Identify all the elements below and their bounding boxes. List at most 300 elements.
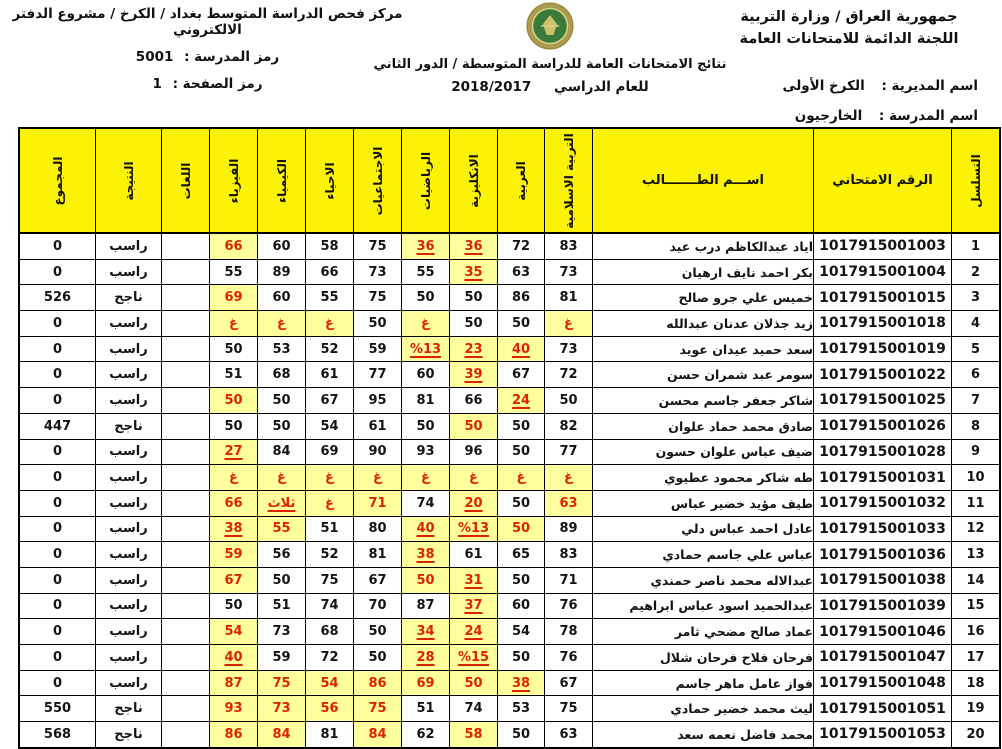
- grade-cell-english: 50: [450, 311, 498, 337]
- grade-cell-languages: [162, 490, 210, 516]
- student-name-cell: عادل احمد عباس دلي: [593, 516, 814, 542]
- total-cell: 0: [19, 362, 96, 388]
- grade-cell-islamic-education: 89: [545, 516, 593, 542]
- page-code-label: رمز الصفحة :: [172, 76, 263, 92]
- total-cell: 0: [19, 439, 96, 465]
- grade-cell-biology: 61: [306, 362, 354, 388]
- grade-cell-math: 60: [402, 362, 450, 388]
- grade-cell-islamic-education: 76: [545, 593, 593, 619]
- serial-cell: 16: [952, 619, 1001, 645]
- grade-cell-languages: [162, 233, 210, 259]
- grade-cell-math: 38: [402, 542, 450, 568]
- result-cell: راسب: [96, 362, 162, 388]
- exam-number-cell: 1017915001003: [814, 233, 952, 259]
- student-name-cell: زيد جذلان عدنان عبدالله: [593, 311, 814, 337]
- exam-number-cell: 1017915001047: [814, 645, 952, 671]
- grade-cell-english: 39: [450, 362, 498, 388]
- grade-cell-biology: غ: [306, 311, 354, 337]
- serial-cell: 9: [952, 439, 1001, 465]
- page-code-value: 1: [152, 76, 162, 92]
- grade-cell-physics: 40: [210, 645, 258, 671]
- exam-number-cell: 1017915001004: [814, 259, 952, 285]
- table-row: [19, 233, 1000, 259]
- grade-cell-english: 24: [450, 619, 498, 645]
- grade-cell-arabic: 67: [498, 362, 545, 388]
- col-header-label: اللغات: [178, 162, 193, 199]
- result-cell: راسب: [96, 619, 162, 645]
- exam-number-cell: 1017915001026: [814, 413, 952, 439]
- col-header-arabic: [498, 128, 545, 233]
- grade-cell-chemistry: غ: [258, 465, 306, 491]
- serial-cell: 15: [952, 593, 1001, 619]
- table-row: [19, 259, 1000, 285]
- grade-cell-arabic: 60: [498, 593, 545, 619]
- grade-cell-biology: 75: [306, 567, 354, 593]
- student-name-cell: محمد فاضل نعمه سعد: [593, 722, 814, 748]
- grade-cell-languages: [162, 619, 210, 645]
- directorate-value: الكرخ الأولى: [782, 78, 865, 94]
- grade-cell-social-studies: 71: [354, 490, 402, 516]
- grade-cell-social-studies: 59: [354, 336, 402, 362]
- serial-cell: 11: [952, 490, 1001, 516]
- result-cell: راسب: [96, 311, 162, 337]
- grade-cell-physics: 66: [210, 490, 258, 516]
- grade-cell-math: 93: [402, 439, 450, 465]
- grade-cell-math: 51: [402, 696, 450, 722]
- grade-cell-math: %13: [402, 336, 450, 362]
- total-cell: 0: [19, 311, 96, 337]
- serial-cell: 10: [952, 465, 1001, 491]
- total-cell: 0: [19, 670, 96, 696]
- table-row: [19, 311, 1000, 337]
- col-header-math: [402, 128, 450, 233]
- grade-cell-math: 87: [402, 593, 450, 619]
- col-header-label: الاحياء: [322, 161, 337, 200]
- grade-cell-math: 55: [402, 259, 450, 285]
- grade-cell-social-studies: 75: [354, 233, 402, 259]
- total-cell: 0: [19, 490, 96, 516]
- grade-cell-social-studies: 75: [354, 696, 402, 722]
- grade-cell-social-studies: 86: [354, 670, 402, 696]
- col-header-label: الكيمياء: [274, 158, 289, 203]
- grade-cell-english: 35: [450, 259, 498, 285]
- exam-center-line: مركز فحص الدراسة المتوسط بغداد / الكرخ / مشروع الدفتر الالكتروني: [12, 6, 403, 38]
- table-row: [19, 542, 1000, 568]
- grade-cell-languages: [162, 336, 210, 362]
- grade-cell-biology: 54: [306, 413, 354, 439]
- exam-number-cell: 1017915001019: [814, 336, 952, 362]
- result-cell: راسب: [96, 465, 162, 491]
- total-cell: 550: [19, 696, 96, 722]
- grade-cell-chemistry: 50: [258, 413, 306, 439]
- exam-number-cell: 1017915001048: [814, 670, 952, 696]
- grade-cell-physics: 55: [210, 259, 258, 285]
- grade-cell-biology: 69: [306, 439, 354, 465]
- grade-cell-social-studies: 90: [354, 439, 402, 465]
- directorate-name-line: [783, 78, 978, 94]
- grade-cell-physics: 50: [210, 336, 258, 362]
- total-cell: 447: [19, 413, 96, 439]
- col-header-label: اســـم الطـــــــالب: [642, 173, 764, 188]
- table-row: [19, 593, 1000, 619]
- table-row: [19, 413, 1000, 439]
- col-header-physics: [210, 128, 258, 233]
- exam-number-cell: 1017915001038: [814, 567, 952, 593]
- grade-cell-islamic-education: 71: [545, 567, 593, 593]
- grade-cell-math: 50: [402, 567, 450, 593]
- official-header-left: [10, 6, 405, 92]
- total-cell: 0: [19, 233, 96, 259]
- page-code-line: [10, 76, 405, 92]
- grade-cell-chemistry: 53: [258, 336, 306, 362]
- grade-cell-arabic: 72: [498, 233, 545, 259]
- grade-cell-physics: 54: [210, 619, 258, 645]
- grade-cell-languages: [162, 413, 210, 439]
- grade-cell-arabic: 50: [498, 439, 545, 465]
- grade-cell-math: 81: [402, 388, 450, 414]
- grade-cell-physics: 38: [210, 516, 258, 542]
- student-name-cell: طيف مؤيد خضير عباس: [593, 490, 814, 516]
- exam-number-cell: 1017915001028: [814, 439, 952, 465]
- grade-cell-english: 61: [450, 542, 498, 568]
- student-name-cell: سعد حميد عيدان عويد: [593, 336, 814, 362]
- grade-cell-english: 36: [450, 233, 498, 259]
- exam-number-cell: 1017915001053: [814, 722, 952, 748]
- grade-cell-islamic-education: 73: [545, 336, 593, 362]
- grade-cell-biology: غ: [306, 465, 354, 491]
- exam-number-cell: 1017915001032: [814, 490, 952, 516]
- result-cell: راسب: [96, 336, 162, 362]
- student-name-cell: سومر عبد شمران حسن: [593, 362, 814, 388]
- col-header-exam-number: [814, 128, 952, 233]
- grade-cell-islamic-education: 73: [545, 259, 593, 285]
- grade-cell-physics: 50: [210, 388, 258, 414]
- exam-number-cell: 1017915001036: [814, 542, 952, 568]
- grade-cell-biology: 54: [306, 670, 354, 696]
- serial-cell: 19: [952, 696, 1001, 722]
- col-header-serial: [952, 128, 1001, 233]
- grade-cell-english: 20: [450, 490, 498, 516]
- grade-cell-english: 23: [450, 336, 498, 362]
- grade-cell-arabic: 50: [498, 722, 545, 748]
- student-name-cell: ضيف عباس علوان حسون: [593, 439, 814, 465]
- grade-cell-islamic-education: 75: [545, 696, 593, 722]
- result-cell: راسب: [96, 645, 162, 671]
- grade-cell-chemistry: 50: [258, 567, 306, 593]
- grade-cell-chemistry: 89: [258, 259, 306, 285]
- col-header-label: الانكليزية: [466, 153, 481, 208]
- grade-cell-languages: [162, 439, 210, 465]
- serial-cell: 17: [952, 645, 1001, 671]
- serial-cell: 12: [952, 516, 1001, 542]
- student-name-cell: شاكر جعفر جاسم محسن: [593, 388, 814, 414]
- table-row: [19, 567, 1000, 593]
- grade-cell-physics: 27: [210, 439, 258, 465]
- col-header-result: [96, 128, 162, 233]
- grade-cell-languages: [162, 645, 210, 671]
- grade-cell-physics: 59: [210, 542, 258, 568]
- grade-cell-languages: [162, 670, 210, 696]
- result-cell: ناجح: [96, 722, 162, 748]
- grade-cell-english: 50: [450, 413, 498, 439]
- student-name-cell: عبدالحميد اسود عباس ابراهيم: [593, 593, 814, 619]
- grade-cell-english: %15: [450, 645, 498, 671]
- grade-cell-english: 66: [450, 388, 498, 414]
- student-name-cell: فواز عامل ماهر جاسم: [593, 670, 814, 696]
- col-header-label: الرقم الامتحاني: [832, 173, 933, 188]
- result-cell: راسب: [96, 439, 162, 465]
- grade-cell-languages: [162, 696, 210, 722]
- total-cell: 0: [19, 516, 96, 542]
- total-cell: 0: [19, 542, 96, 568]
- serial-cell: 13: [952, 542, 1001, 568]
- col-header-biology: [306, 128, 354, 233]
- grade-cell-arabic: 54: [498, 619, 545, 645]
- col-header-label: التسلسل: [968, 153, 983, 208]
- serial-cell: 8: [952, 413, 1001, 439]
- grade-cell-languages: [162, 593, 210, 619]
- table-row: [19, 670, 1000, 696]
- total-cell: 0: [19, 259, 96, 285]
- grade-cell-social-studies: 61: [354, 413, 402, 439]
- grade-cell-chemistry: 51: [258, 593, 306, 619]
- total-cell: 0: [19, 567, 96, 593]
- grade-cell-english: 74: [450, 696, 498, 722]
- grade-cell-chemistry: 59: [258, 645, 306, 671]
- student-name-cell: فرحان فلاح فرحان شلال: [593, 645, 814, 671]
- col-header-label: التربية الاسلامية: [561, 132, 576, 229]
- grade-cell-islamic-education: 63: [545, 722, 593, 748]
- grade-cell-arabic: 50: [498, 516, 545, 542]
- grade-cell-chemistry: 60: [258, 233, 306, 259]
- grade-cell-languages: [162, 362, 210, 388]
- grade-cell-arabic: 40: [498, 336, 545, 362]
- school-code-value: 5001: [135, 49, 174, 65]
- grade-cell-social-studies: 50: [354, 619, 402, 645]
- grade-cell-languages: [162, 311, 210, 337]
- exam-number-cell: 1017915001039: [814, 593, 952, 619]
- grade-cell-math: 74: [402, 490, 450, 516]
- student-name-cell: عبدالاله محمد ناصر حمندي: [593, 567, 814, 593]
- exam-results-table: [18, 127, 1001, 749]
- grade-cell-biology: 55: [306, 285, 354, 311]
- grade-cell-math: 28: [402, 645, 450, 671]
- grade-cell-social-studies: 81: [354, 542, 402, 568]
- grade-cell-physics: 93: [210, 696, 258, 722]
- grade-cell-islamic-education: 67: [545, 670, 593, 696]
- result-cell: ناجح: [96, 413, 162, 439]
- grade-cell-physics: 67: [210, 567, 258, 593]
- grade-cell-social-studies: 50: [354, 645, 402, 671]
- result-cell: راسب: [96, 593, 162, 619]
- grade-cell-arabic: 24: [498, 388, 545, 414]
- student-name-cell: ليث محمد خضير حمادي: [593, 696, 814, 722]
- grade-cell-social-studies: 67: [354, 567, 402, 593]
- grade-cell-arabic: 53: [498, 696, 545, 722]
- grade-cell-chemistry: 73: [258, 619, 306, 645]
- grade-cell-english: %13: [450, 516, 498, 542]
- results-table-header: [19, 128, 1000, 233]
- grade-cell-math: 40: [402, 516, 450, 542]
- grade-cell-english: غ: [450, 465, 498, 491]
- table-row: [19, 439, 1000, 465]
- grade-cell-physics: 66: [210, 233, 258, 259]
- serial-cell: 2: [952, 259, 1001, 285]
- grade-cell-biology: 67: [306, 388, 354, 414]
- result-cell: ناجح: [96, 696, 162, 722]
- grade-cell-math: غ: [402, 465, 450, 491]
- grade-cell-biology: 66: [306, 259, 354, 285]
- grade-cell-physics: 86: [210, 722, 258, 748]
- exam-number-cell: 1017915001018: [814, 311, 952, 337]
- school-code-line: [10, 49, 405, 65]
- grade-cell-social-studies: 77: [354, 362, 402, 388]
- table-row: [19, 465, 1000, 491]
- grade-cell-physics: 50: [210, 593, 258, 619]
- grade-cell-languages: [162, 722, 210, 748]
- grade-cell-islamic-education: 81: [545, 285, 593, 311]
- grade-cell-islamic-education: غ: [545, 465, 593, 491]
- grade-cell-math: 50: [402, 285, 450, 311]
- col-header-student-name: [593, 128, 814, 233]
- total-cell: 0: [19, 336, 96, 362]
- exam-number-cell: 1017915001022: [814, 362, 952, 388]
- grade-cell-physics: 51: [210, 362, 258, 388]
- col-header-label: العربية: [514, 160, 528, 201]
- grade-cell-islamic-education: 83: [545, 233, 593, 259]
- total-cell: 526: [19, 285, 96, 311]
- grade-cell-languages: [162, 259, 210, 285]
- grade-cell-chemistry: غ: [258, 311, 306, 337]
- exam-number-cell: 1017915001051: [814, 696, 952, 722]
- table-row: [19, 619, 1000, 645]
- grade-cell-islamic-education: 82: [545, 413, 593, 439]
- table-row: [19, 645, 1000, 671]
- grade-cell-physics: 50: [210, 413, 258, 439]
- grade-cell-social-studies: 50: [354, 311, 402, 337]
- grade-cell-english: 96: [450, 439, 498, 465]
- grade-cell-biology: 56: [306, 696, 354, 722]
- col-header-label: النتيجة: [121, 160, 136, 201]
- result-cell: ناجح: [96, 285, 162, 311]
- grade-cell-chemistry: 84: [258, 439, 306, 465]
- grade-cell-english: 31: [450, 567, 498, 593]
- grade-cell-social-studies: 84: [354, 722, 402, 748]
- table-row: [19, 516, 1000, 542]
- grade-cell-languages: [162, 542, 210, 568]
- country-ministry-line: جمهورية العراق / وزارة التربية: [740, 9, 958, 25]
- table-row: [19, 285, 1000, 311]
- serial-cell: 20: [952, 722, 1001, 748]
- grade-cell-chemistry: ثلاث: [258, 490, 306, 516]
- grade-cell-biology: 52: [306, 336, 354, 362]
- grade-cell-arabic: 50: [498, 645, 545, 671]
- student-name-cell: اياد عبدالكاظم درب عيد: [593, 233, 814, 259]
- grade-cell-chemistry: 55: [258, 516, 306, 542]
- serial-cell: 1: [952, 233, 1001, 259]
- grade-cell-chemistry: 84: [258, 722, 306, 748]
- grade-cell-arabic: 86: [498, 285, 545, 311]
- grade-cell-social-studies: 95: [354, 388, 402, 414]
- grade-cell-arabic: 50: [498, 490, 545, 516]
- total-cell: 0: [19, 388, 96, 414]
- serial-cell: 7: [952, 388, 1001, 414]
- table-row: [19, 490, 1000, 516]
- col-header-islamic-education: [545, 128, 593, 233]
- grade-cell-english: 50: [450, 285, 498, 311]
- grade-cell-islamic-education: 83: [545, 542, 593, 568]
- exam-number-cell: 1017915001015: [814, 285, 952, 311]
- grade-cell-languages: [162, 388, 210, 414]
- result-cell: راسب: [96, 490, 162, 516]
- grade-cell-arabic: 50: [498, 311, 545, 337]
- serial-cell: 4: [952, 311, 1001, 337]
- table-row: [19, 362, 1000, 388]
- total-cell: 0: [19, 619, 96, 645]
- serial-cell: 5: [952, 336, 1001, 362]
- exam-number-cell: 1017915001033: [814, 516, 952, 542]
- table-row: [19, 722, 1000, 748]
- header-row: [19, 128, 1000, 233]
- grade-cell-english: 50: [450, 670, 498, 696]
- grade-cell-islamic-education: 78: [545, 619, 593, 645]
- total-cell: 0: [19, 645, 96, 671]
- total-cell: 568: [19, 722, 96, 748]
- grade-cell-chemistry: 68: [258, 362, 306, 388]
- grade-cell-physics: 87: [210, 670, 258, 696]
- col-header-social-studies: [354, 128, 402, 233]
- result-cell: راسب: [96, 388, 162, 414]
- grade-cell-arabic: 63: [498, 259, 545, 285]
- grade-cell-arabic: 65: [498, 542, 545, 568]
- grade-cell-arabic: 50: [498, 413, 545, 439]
- col-header-total: [19, 128, 96, 233]
- grade-cell-chemistry: 75: [258, 670, 306, 696]
- directorate-label: اسم المديرية :: [881, 78, 978, 94]
- grade-cell-islamic-education: 72: [545, 362, 593, 388]
- grade-cell-languages: [162, 465, 210, 491]
- grade-cell-english: 37: [450, 593, 498, 619]
- student-name-cell: عماد صالح مضحي ثامر: [593, 619, 814, 645]
- grade-cell-biology: 52: [306, 542, 354, 568]
- school-code-label: رمز المدرسة :: [184, 49, 280, 65]
- exam-number-cell: 1017915001046: [814, 619, 952, 645]
- result-cell: راسب: [96, 567, 162, 593]
- serial-cell: 14: [952, 567, 1001, 593]
- results-table-body: [19, 233, 1000, 748]
- grade-cell-social-studies: 73: [354, 259, 402, 285]
- school-label: اسم المدرسة :: [878, 108, 978, 124]
- grade-cell-languages: [162, 285, 210, 311]
- grade-cell-biology: 68: [306, 619, 354, 645]
- table-row: [19, 388, 1000, 414]
- grade-cell-physics: غ: [210, 465, 258, 491]
- grade-cell-math: 36: [402, 233, 450, 259]
- grade-cell-math: 34: [402, 619, 450, 645]
- grade-cell-islamic-education: 76: [545, 645, 593, 671]
- serial-cell: 3: [952, 285, 1001, 311]
- grade-cell-math: 69: [402, 670, 450, 696]
- grade-cell-social-studies: 75: [354, 285, 402, 311]
- col-header-label: الاجتماعيات: [370, 146, 385, 215]
- student-name-cell: خميس علي جرو صالح: [593, 285, 814, 311]
- result-cell: راسب: [96, 670, 162, 696]
- grade-cell-physics: غ: [210, 311, 258, 337]
- col-header-label: الرياضيات: [418, 151, 433, 210]
- grade-cell-math: 62: [402, 722, 450, 748]
- grade-cell-islamic-education: غ: [545, 311, 593, 337]
- result-cell: راسب: [96, 516, 162, 542]
